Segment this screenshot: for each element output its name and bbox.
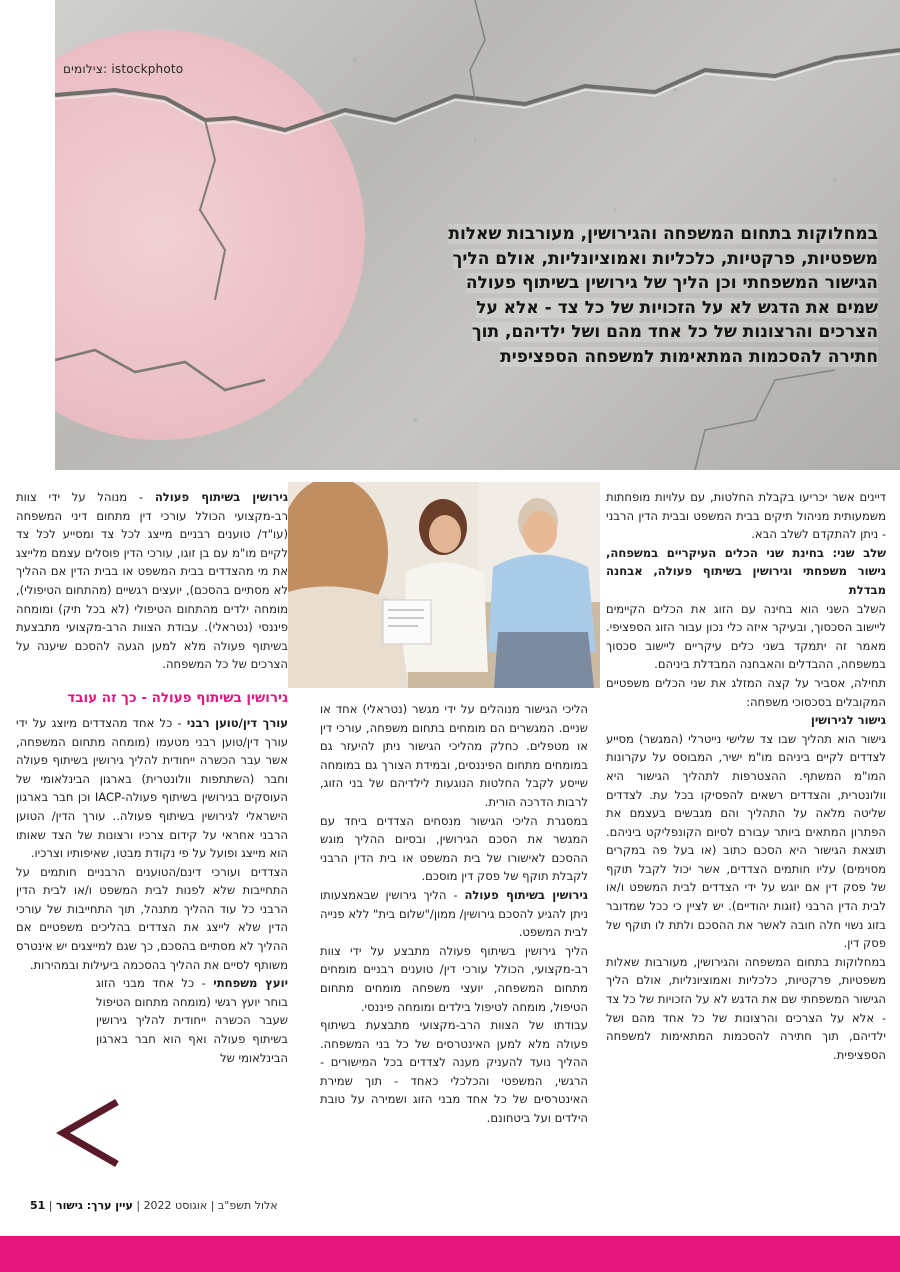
couple-mediation-photo xyxy=(288,482,600,688)
family-advisor-heading: יועץ משפחתי xyxy=(213,976,289,991)
paragraph: תחילה, אסביר על קצה המזלג את שני הכלים משפטיים המקובלים בסכסוכי משפחה: xyxy=(606,675,886,709)
issue-date: אוגוסט 2022 xyxy=(143,1199,208,1212)
hebrew-date: אלול תשפ"ב xyxy=(217,1199,278,1212)
photo-credit: צילומים: istockphoto xyxy=(63,62,184,76)
article-column-left xyxy=(16,488,288,1067)
paragraph: - כל אחד מהצדדים מיוצג על ידי עורך דין/טוען רבני מטעמו (מומחה מתחום המשפחה, אשר עבר הכשרה ייחודית להליך גירושין בשיתוף פעולה וחבר (השתתפות וולונטרית) בארגון הבינלאומי של העוסקים בגירושין בשיתוף פעולה-IACP וכן חבר בארגון הישראלי לגירושין בשיתוף פעולה.. עורך הדין/ הטוען הרבני אחראי על קידום צרכיו ורצונות של הצד שאותו הוא מייצג ופועל על פי נקודת מבטו, שאיפותיו וצרכיו. xyxy=(16,715,288,861)
lawyer-heading: עורך דין/טוען רבני xyxy=(186,715,289,730)
page-footer: אלול תשפ"ב | אוגוסט 2022 | עיין ערך: גישור | 51 xyxy=(30,1199,278,1212)
paragraph: - הליך גירושין שבאמצעותו ניתן להגיע להסכם גירושין/ ממון/"שלום בית" ללא פנייה לבית המשפט. xyxy=(320,887,588,940)
page-number: 51 xyxy=(30,1199,46,1212)
paragraph: - כל אחד מבני הזוג בוחר יועץ רגשי (מומחה מתחום הטיפול שעבר הכשרה ייחודית להליך גירושין בשיתוף פעולה ואף הוא חבר בארגון הבינלאומי של xyxy=(96,976,288,1065)
mediation-heading: גישור לגירושין xyxy=(810,713,886,728)
paragraph: הליכי הגישור מנוהלים על ידי מגשר (נטראלי) אחד או שניים. המגשרים הם מומחים בתחום משפחה, עורכי דין או מטפלים. כחלק מהליכי הגישור ניתן להיעזר גם במומחים מתחום הפיננסים, ובמידת הצורך גם במומחה שייסע לקבל החלטות הנוגעות לילדיהם של בני הזוג, לרבות הדרכה הורית. xyxy=(320,702,588,809)
paragraph: דיינים אשר יכריעו בקבלת החלטות, עם עלויות מופחתות משמעותית מניהול תיקים בבית המשפט ובבית הדין הרבני - ניתן להתקדם לשלב הבא. xyxy=(606,490,886,542)
paragraph: במסגרת הליכי הגישור מנסחים הצדדים ביחד עם המגשר את הסכם הגירושין, ובסיום ההליך מוגש ההסכם לאישורו של בית המשפט או בית הדין הרבני לקבלת תוקף של פסק דין מוסכם. xyxy=(320,813,588,884)
article-column-middle xyxy=(320,700,588,1128)
stage-two-heading: שלב שני: בחינת שני הכלים העיקריים במשפחה, גישור משפחתי וגירושין בשיתוף פעולה, אבחנה מבדלת xyxy=(606,545,886,597)
article-column-right xyxy=(606,488,886,1064)
paragraph: הליך גירושין בשיתוף פעולה מתבצע על ידי צוות רב-מקצועי, הכולל עורכי דין/ טוענים רבניים מומחים מתחום המשפחה, יועצי משפחה מומחים מתחום הטיפול, מומחה לטיפול בילדים ומומחה פיננסי. xyxy=(320,943,588,1014)
paragraph: במחלוקות בתחום המשפחה והגירושין, מעורבות שאלות משפטיות, פרקטיות, כלכליות ואמוציונליות, אולם הליך הגישור המשפחתי שם את הדגש לא על הזכויות של כל צד - אלא על הצרכים והרצונות של כל אחד מהם ושל ילדיהם, תוך חתירה להסכמות המתאימות למשפחה הספציפית. xyxy=(606,954,886,1062)
paragraph: - מנוהל על ידי צוות רב-מקצועי הכולל עורכי דין מתחום דיני המשפחה (עו"ד/ טוענים רבניים מייצג לכל צד ומסייע לכל צד לקיים מו"מ עם בן זוגו, עורכי הדין פוסלים עצמם מלייצג את מי מהצדדים בבית המשפט או בבית הדין אם ההליך לא מסתיים בהסכם), יועצים רגשיים (מהתחום הטיפולי), מומחה ילדים מהתחום הטיפולי (לא בכל תיק) ומומחה פיננסי (נטראלי). עבודת הצוות הרב-מקצועי מתבצעת בשיתוף פעולה מלא למען הגעה להסכם שיענה על הצרכים של כל המשפחה. xyxy=(16,490,288,672)
paragraph: הצדדים ועורכי דינם/הטוענים הרבניים חותמים על התחייבות שלא לפנות לבית המשפט ו/או לבית הדין הרבני כל עוד ההליך מתנהל, תוך התחייבות של עורכי הדין שלא לייצג את הצדדים בהליכים משפטיים אם ההליך לא מסתיים בהסכם, כך שגם למייצגים יש אינטרס משותף לסיים את ההליך בהסכמה ביעילות ובמהירות. xyxy=(16,864,288,972)
footer-accent-bar xyxy=(0,1236,900,1272)
intro-lead: במחלוקות בתחום המשפחה והגירושין, מעורבות שאלות משפטיות, פרקטיות, כלכליות ואמוציונליות, אולם הליך הגישור המשפחתי וכן הליך של גירושין בשיתוף פעולה שמים את הדגש לא על הזכויות של כל צד - אלא על הצרכים והרצונות של כל אחד מהם ושל ילדיהם, תוך חתירה להסכמות המתאימות למשפחה הספציפית xyxy=(448,224,878,367)
collab-divorce-heading: גירושין בשיתוף פעולה xyxy=(154,490,288,504)
section-subhead: גירושין בשיתוף פעולה - כך זה עובד xyxy=(67,689,288,706)
collab-divorce-heading: גירושין בשיתוף פעולה xyxy=(464,887,588,902)
paragraph: השלב השני הוא בחינה עם הזוג את הכלים הקיימים ליישוב הסכסוך, ובעיקר איזה כלי נכון עבור הזוג הספציפי. מאמר זה יתמקד בשני כלים עיקריים ליישוב סכסוך במשפחה, ההבדלים והאבחנה המבדלת ביניהם. xyxy=(606,601,886,672)
hero-image xyxy=(55,0,900,470)
chevron-left-icon xyxy=(55,1098,125,1168)
paragraph: עבודתו של הצוות הרב-מקצועי מתבצעת בשיתוף פעולה מלא למען האינטרסים של כל בני המשפחה. ההליך נועד להעניק מענה לצדדים בכל המישורים - הרגשי, המשפטי והכלכלי כאחד - תוך שמירת האינטרסים של כל אחד מבני הזוג ושמירה על טובת הילדים ועל ביטחונם. xyxy=(320,1018,588,1126)
section-rubric: עיין ערך: גישור xyxy=(56,1199,133,1212)
paragraph: גישור הוא תהליך שבו צד שלישי נייטרלי (המגשר) מסייע לצדדים לקיים ביניהם מו"מ ישיר, המבוסס על עקרונות המו"מ המשתף. ההצטרפות לתהליך הגישור היא וולונטרית, והצדדים רשאים להפסיקו בכל עת. לצדדים שליטה מלאה על התהליך והם מגבשים בעצמם את הפתרון המתאים ביותר עבורם לסיום הקונפליקט ביניהם. תוצאת הגישור היא הסכם כתוב (או בעל פה במקרים מסוימים) עליו חותמים הצדדים, אשר יכול לקבל תוקף של פסק דין אם יוגש על ידי הצדדים לבית המשפט ו/או לבית הדין הרבני (זוגות יהודיים). יש לציין כי ככל שמדובר בזוג נשוי חלה חובה לאשר את ההסכם ולתת לו תוקף של פסק דין. xyxy=(606,731,886,951)
